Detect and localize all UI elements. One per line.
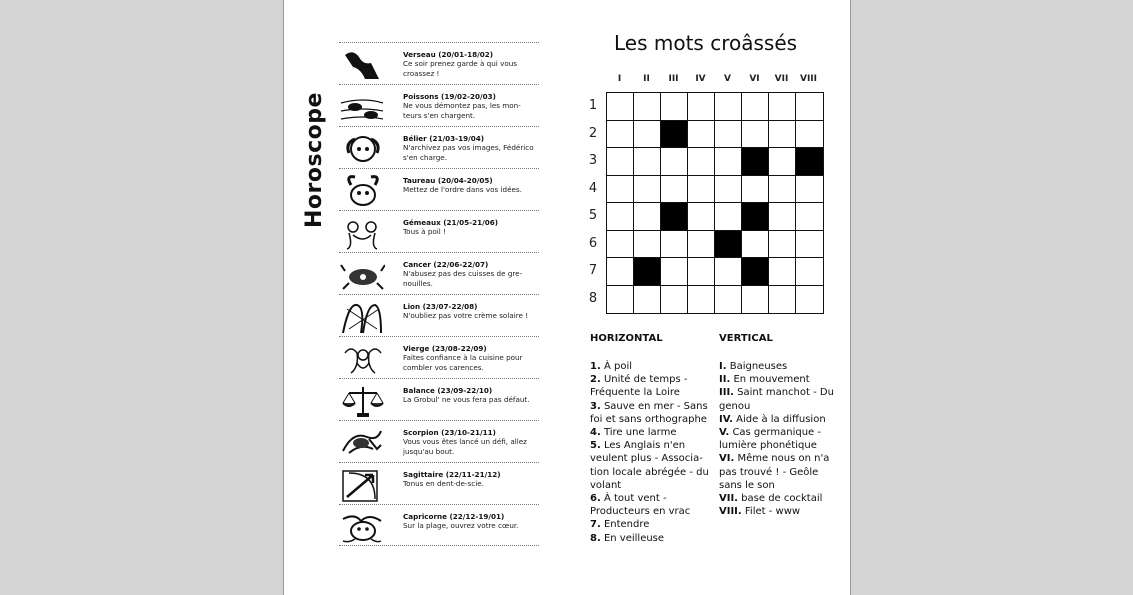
clue-number: 7. [590,519,601,531]
sign-text [403,383,539,405]
sign-description: Sur la plage, ouvrez votre cœur. [403,521,519,530]
capricorn-icon [339,509,385,545]
clue-text: Saint manchot - Du genou [719,387,834,412]
clue [719,373,844,386]
document-page [283,0,851,595]
grid-cell[interactable] [742,176,769,204]
grid-cell[interactable] [769,231,796,259]
sign-text [403,215,539,237]
clue [590,373,710,399]
clue-number: 1. [590,361,601,372]
sign-name: Balance (23/09-22/10) [403,386,493,395]
column-number: V [724,74,731,84]
clue [590,439,710,492]
grid-cell[interactable] [634,203,661,231]
grid-cell[interactable] [634,121,661,149]
black-cell [634,258,661,286]
horoscope-sign [339,462,539,504]
horizontal-heading: HORIZONTAL [590,333,663,344]
clue [590,426,710,439]
sign-name: Cancer (22/06-22/07) [403,260,489,269]
sign-text [403,131,539,162]
grid-cell[interactable] [607,258,634,286]
grid-cell[interactable] [796,231,823,259]
libra-icon [339,383,385,419]
grid-cell[interactable] [715,121,742,149]
grid-cell[interactable] [796,258,823,286]
row-number: 6 [588,235,598,251]
clue-text: Entendre [603,519,650,531]
clue [590,518,710,531]
cancer-icon [339,257,385,293]
grid-cell[interactable] [769,121,796,149]
horoscope-sign [339,504,539,546]
clue-text: À tout vent - Producteurs en vrac [590,493,691,518]
column-number: II [643,74,650,84]
black-cell [661,203,688,231]
horoscope-title: Horoscope [302,92,327,228]
row-number: 4 [588,180,598,196]
horoscope-sign [339,378,539,420]
sign-description: N'archivez pas vos images, Fédérico s'en charge. [403,143,534,162]
black-cell [742,148,769,176]
sign-name: Capricorne (22/12-19/01) [403,512,505,521]
grid-cell[interactable] [661,176,688,204]
taurus-icon [339,173,385,209]
grid-cell[interactable] [688,148,715,176]
grid-cell[interactable] [796,176,823,204]
horoscope-list [339,42,539,546]
sign-description: Tous à poil ! [403,227,446,236]
clue [590,360,710,373]
black-cell [742,203,769,231]
grid-cell[interactable] [715,258,742,286]
grid-cell[interactable] [688,93,715,121]
grid-cell[interactable] [688,258,715,286]
grid-cell[interactable] [661,93,688,121]
sign-text [403,173,539,195]
sign-description: Mettez de l'ordre dans vos idées. [403,185,522,194]
clue-number: 8. [590,532,601,544]
column-number: III [668,74,679,84]
horoscope-sign [339,336,539,378]
sign-name: Verseau (20/01-18/02) [403,50,494,59]
sagittarius-icon [339,467,385,503]
clue-text: En veilleuse [603,532,665,544]
black-cell [661,121,688,149]
grid-cell[interactable] [634,286,661,314]
sign-description: Ne vous démontez pas, les mon-teurs s'en chargent. [403,101,521,120]
row-number: 8 [588,290,598,306]
row-number: 7 [588,263,598,278]
crossword-row-numbers [582,92,604,312]
horoscope-sign [339,252,539,294]
sign-name: Gémeaux (21/05-21/06) [403,218,499,227]
sign-description: N'abusez pas des cuisses de gre-nouilles. [403,269,523,288]
clue-text: Unité de temps - Fréquente la Loire [590,374,688,399]
sign-text [403,299,539,321]
clue [719,505,844,518]
clue-number: III. [719,387,734,399]
black-cell [796,148,823,176]
clue-number: VI. [719,453,735,465]
gemini-icon [339,215,385,251]
row-number: 5 [588,208,598,223]
grid-cell[interactable] [688,176,715,204]
sign-text [403,89,539,120]
grid-cell[interactable] [607,148,634,176]
horoscope-sign [339,294,539,336]
grid-cell[interactable] [769,286,796,314]
horoscope-sign [339,210,539,252]
grid-cell[interactable] [607,93,634,121]
virgo-icon [339,341,385,377]
clue-text: Même nous on n'a pas trouvé ! - Geôle sans le son [719,453,830,491]
clue-text: base de cocktail [741,493,823,505]
grid-cell[interactable] [715,286,742,314]
grid-cell[interactable] [796,203,823,231]
sign-name: Poissons (19/02-20/03) [403,92,496,101]
column-number: VIII [799,74,817,84]
column-number: VI [749,74,760,84]
clue-text: Sauve en mer - Sans foi et sans orthographe [590,400,708,425]
grid-cell[interactable] [607,121,634,149]
grid-cell[interactable] [607,203,634,231]
clue-text: À poil [603,361,632,372]
clue-number: IV. [719,413,733,425]
grid-cell[interactable] [742,286,769,314]
clue [719,360,844,373]
grid-cell[interactable] [634,93,661,121]
grid-cell[interactable] [661,148,688,176]
grid-cell[interactable] [742,121,769,149]
horizontal-clues [590,333,710,545]
sign-text [403,425,539,456]
sign-description: Ce soir prenez garde à qui vous croassez ! [403,59,518,78]
aquarius-icon [339,47,385,83]
grid-cell[interactable] [769,148,796,176]
grid-cell[interactable] [634,176,661,204]
grid-cell[interactable] [769,203,796,231]
sign-text [403,341,539,372]
grid-cell[interactable] [607,176,634,204]
horoscope-sign [339,168,539,210]
column-number: VII [774,74,789,84]
clue-text: Filet - www [744,506,801,518]
clue [719,492,844,505]
clue [719,413,844,426]
grid-cell[interactable] [742,93,769,121]
clue-number: 4. [590,427,601,439]
horoscope-sign [339,126,539,168]
clue-text: Aide à la diffusion [736,413,826,425]
grid-cell[interactable] [634,148,661,176]
clue [719,452,844,492]
grid-cell[interactable] [607,286,634,314]
clue-number: VII. [719,493,738,505]
sign-name: Scorpion (23/10-21/11) [403,428,496,437]
grid-cell[interactable] [769,93,796,121]
clue-number: 6. [590,493,601,505]
horoscope-sign [339,420,539,462]
grid-cell[interactable] [796,121,823,149]
clue-number: I. [719,361,727,372]
grid-cell[interactable] [661,286,688,314]
horoscope-sign [339,84,539,126]
clue [719,426,844,452]
grid-cell[interactable] [634,231,661,259]
crossword-title: Les mots croâssés [614,31,798,55]
leo-icon [339,299,385,335]
sign-description: N'oubliez pas votre crème solaire ! [403,311,529,320]
sign-text [403,467,539,489]
clue-text: Les Anglais n'en veulent plus - Associa-tion locale abrégée - du volant [590,440,709,491]
clue-text: En mouvement [733,374,810,386]
row-number: 2 [588,125,598,141]
sign-description: Faites confiance à la cuisine pour combler vos carences. [403,353,523,372]
pisces-icon [339,89,385,125]
clue-text: Cas germanique - lumière phonétique [719,427,821,452]
sign-name: Vierge (23/08-22/09) [403,344,487,353]
grid-cell[interactable] [661,231,688,259]
row-number: 3 [588,153,598,168]
clue [590,492,710,518]
grid-cell[interactable] [688,231,715,259]
crossword-grid [606,92,824,314]
clue-number: 5. [590,440,601,452]
clue [719,386,844,412]
grid-cell[interactable] [688,203,715,231]
grid-cell[interactable] [688,286,715,314]
clue-text: Tire une larme [603,427,677,439]
grid-cell[interactable] [796,286,823,314]
clue-number: 2. [590,374,601,386]
aries-icon [339,131,385,167]
clue-number: VIII. [719,506,742,518]
crossword-column-numbers [606,74,824,88]
sign-text [403,509,539,531]
grid-cell[interactable] [742,231,769,259]
horoscope-sign [339,42,539,84]
sign-description: Tonus en dent-de-scie. [403,479,484,488]
grid-cell[interactable] [769,258,796,286]
grid-cell[interactable] [715,203,742,231]
row-number: 1 [588,98,598,113]
column-number: I [617,74,622,84]
sign-name: Lion (23/07-22/08) [403,302,478,311]
grid-cell[interactable] [688,121,715,149]
sign-text [403,257,539,288]
clue [590,532,710,545]
grid-cell[interactable] [715,93,742,121]
grid-cell[interactable] [607,231,634,259]
black-cell [742,258,769,286]
clue-number: V. [719,427,730,439]
grid-cell[interactable] [715,148,742,176]
grid-cell[interactable] [715,176,742,204]
sign-text [403,47,539,78]
vertical-heading: VERTICAL [719,333,773,344]
sign-description: Vous vous êtes lancé un défi, allez jusqu'au bout. [403,437,527,456]
clue-text: Baigneuses [729,361,788,372]
sign-name: Sagittaire (22/11-21/12) [403,470,501,479]
black-cell [715,231,742,259]
sign-name: Taureau (20/04-20/05) [403,176,493,185]
column-number: IV [695,74,706,84]
grid-cell[interactable] [769,176,796,204]
sign-description: La Grobul' ne vous fera pas défaut. [403,395,530,404]
scorpio-icon [339,425,385,461]
grid-cell[interactable] [661,258,688,286]
vertical-clues [719,333,844,518]
clue-number: II. [719,374,731,386]
clue [590,400,710,426]
clue-number: 3. [590,400,601,412]
sign-name: Bélier (21/03-19/04) [403,134,485,143]
grid-cell[interactable] [796,93,823,121]
